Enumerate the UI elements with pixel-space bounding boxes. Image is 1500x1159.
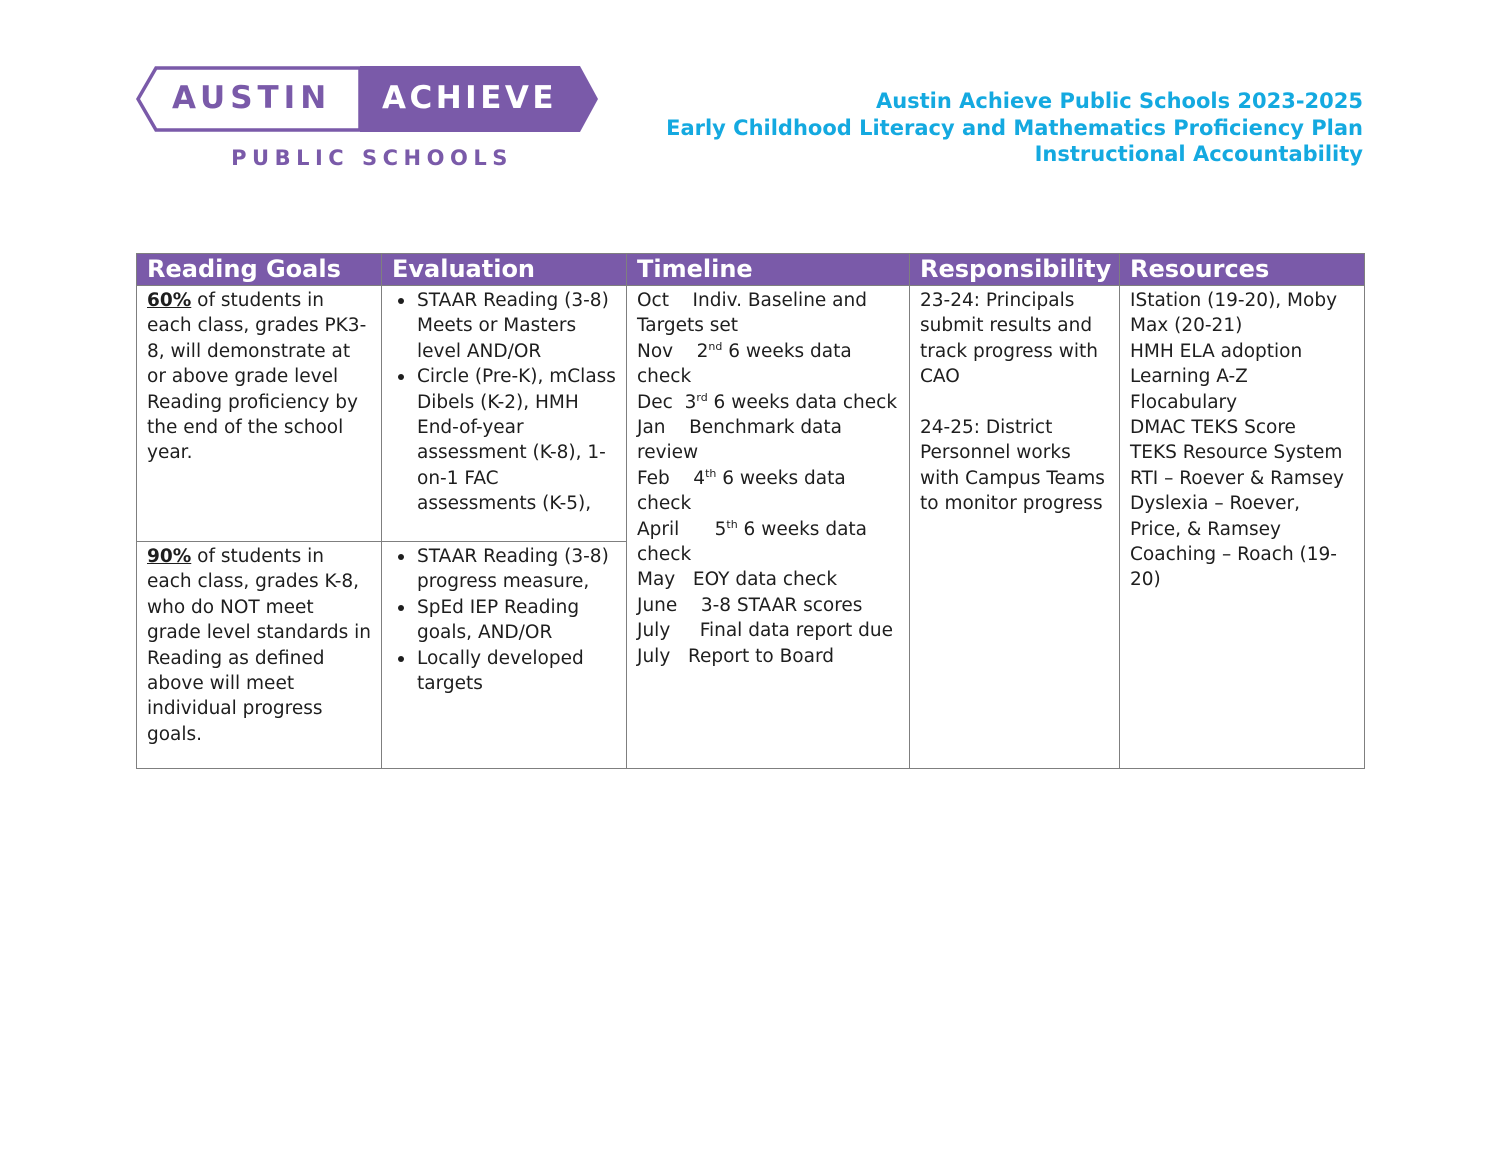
responsibility-2024-25: 24-25: District Personnel works with Campus Teams to monitor progress	[920, 417, 1105, 515]
timeline-entry: April 5th 6 weeks data check	[637, 517, 868, 566]
resource-item: TEKS Resource System	[1130, 442, 1343, 464]
table-header-row	[137, 254, 1365, 286]
goal-cell-1	[137, 286, 382, 542]
resource-item: Coaching – Roach (19-20)	[1130, 544, 1337, 591]
responsibility-cell	[910, 286, 1120, 769]
list-item: SpEd IEP Reading goals, AND/OR	[417, 595, 620, 646]
paragraph-gap	[920, 390, 1109, 415]
resource-item: HMH ELA adoption	[1130, 340, 1303, 362]
resource-item: Flocabulary	[1130, 391, 1238, 413]
responsibility-2023-24: 23-24: Principals submit results and track progress with CAO	[920, 290, 1098, 388]
goal-text: of students in each class, grades K-8, who do NOT meet grade level standards in Reading as defined above will meet individual progress goals.	[147, 546, 372, 745]
title-line-2: Early Childhood Literacy and Mathematics Proficiency Plan	[666, 115, 1363, 140]
resource-item: Learning A-Z	[1130, 366, 1248, 388]
goal-text: of students in each class, grades PK3-8, will demonstrate at or above grade level Reading proficiency by the end of the school year.	[147, 290, 367, 464]
document-title	[666, 88, 1363, 168]
timeline-entry: July Report to Board	[637, 645, 834, 667]
goal-percent: 90%	[147, 546, 192, 567]
list-item: STAAR Reading (3-8) progress measure,	[417, 544, 620, 595]
title-line-3: Instructional Accountability	[1034, 142, 1363, 166]
column-header-evaluation: Evaluation	[382, 254, 627, 286]
logo-word-austin: AUSTIN	[172, 80, 332, 116]
evaluation-list	[392, 544, 620, 696]
timeline-entry: June 3-8 STAAR scores	[637, 594, 863, 616]
goal-percent: 60%	[147, 290, 192, 311]
timeline-entry: Dec 3rd 6 weeks data check	[637, 390, 898, 413]
column-header-resources: Resources	[1120, 254, 1365, 286]
resource-item: Dyslexia – Roever, Price, & Ramsey	[1130, 493, 1301, 540]
timeline-entry: Nov 2nd 6 weeks data check	[637, 339, 852, 388]
column-header-reading-goals: Reading Goals	[137, 254, 382, 286]
table-row	[137, 286, 1365, 542]
resource-item: DMAC TEKS Score	[1130, 417, 1296, 439]
timeline-cell	[627, 286, 910, 769]
resources-cell	[1120, 286, 1365, 769]
timeline-entry: Jan Benchmark data review	[637, 417, 842, 464]
timeline-entry: May EOY data check	[637, 569, 838, 591]
logo-subtitle: PUBLIC SCHOOLS	[231, 146, 513, 170]
column-header-responsibility: Responsibility	[910, 254, 1120, 286]
goal-cell-2	[137, 542, 382, 769]
timeline-entry: Oct Indiv. Baseline and Targets set	[637, 290, 867, 337]
list-item: STAAR Reading (3-8) Meets or Masters level AND/OR	[417, 288, 620, 364]
resource-item: IStation (19-20), Moby Max (20-21)	[1130, 290, 1338, 337]
list-item: Locally developed targets	[417, 646, 620, 697]
title-line-1: Austin Achieve Public Schools 2023-2025	[875, 89, 1363, 113]
timeline-entry: Feb 4th 6 weeks data check	[637, 466, 846, 515]
resource-item: RTI – Roever & Ramsey	[1130, 467, 1344, 489]
list-item: Circle (Pre-K), mClass Dibels (K-2), HMH End-of-year assessment (K-8), 1-on-1 FAC assessments (K-5),	[417, 364, 620, 516]
reading-plan-table	[136, 253, 1365, 769]
column-header-timeline: Timeline	[627, 254, 910, 286]
austin-achieve-logo	[136, 66, 600, 174]
evaluation-cell-1	[382, 286, 627, 542]
logo-word-achieve: ACHIEVE	[382, 80, 558, 116]
evaluation-list	[392, 288, 620, 517]
evaluation-cell-2	[382, 542, 627, 769]
timeline-entry: July Final data report due	[637, 620, 893, 642]
